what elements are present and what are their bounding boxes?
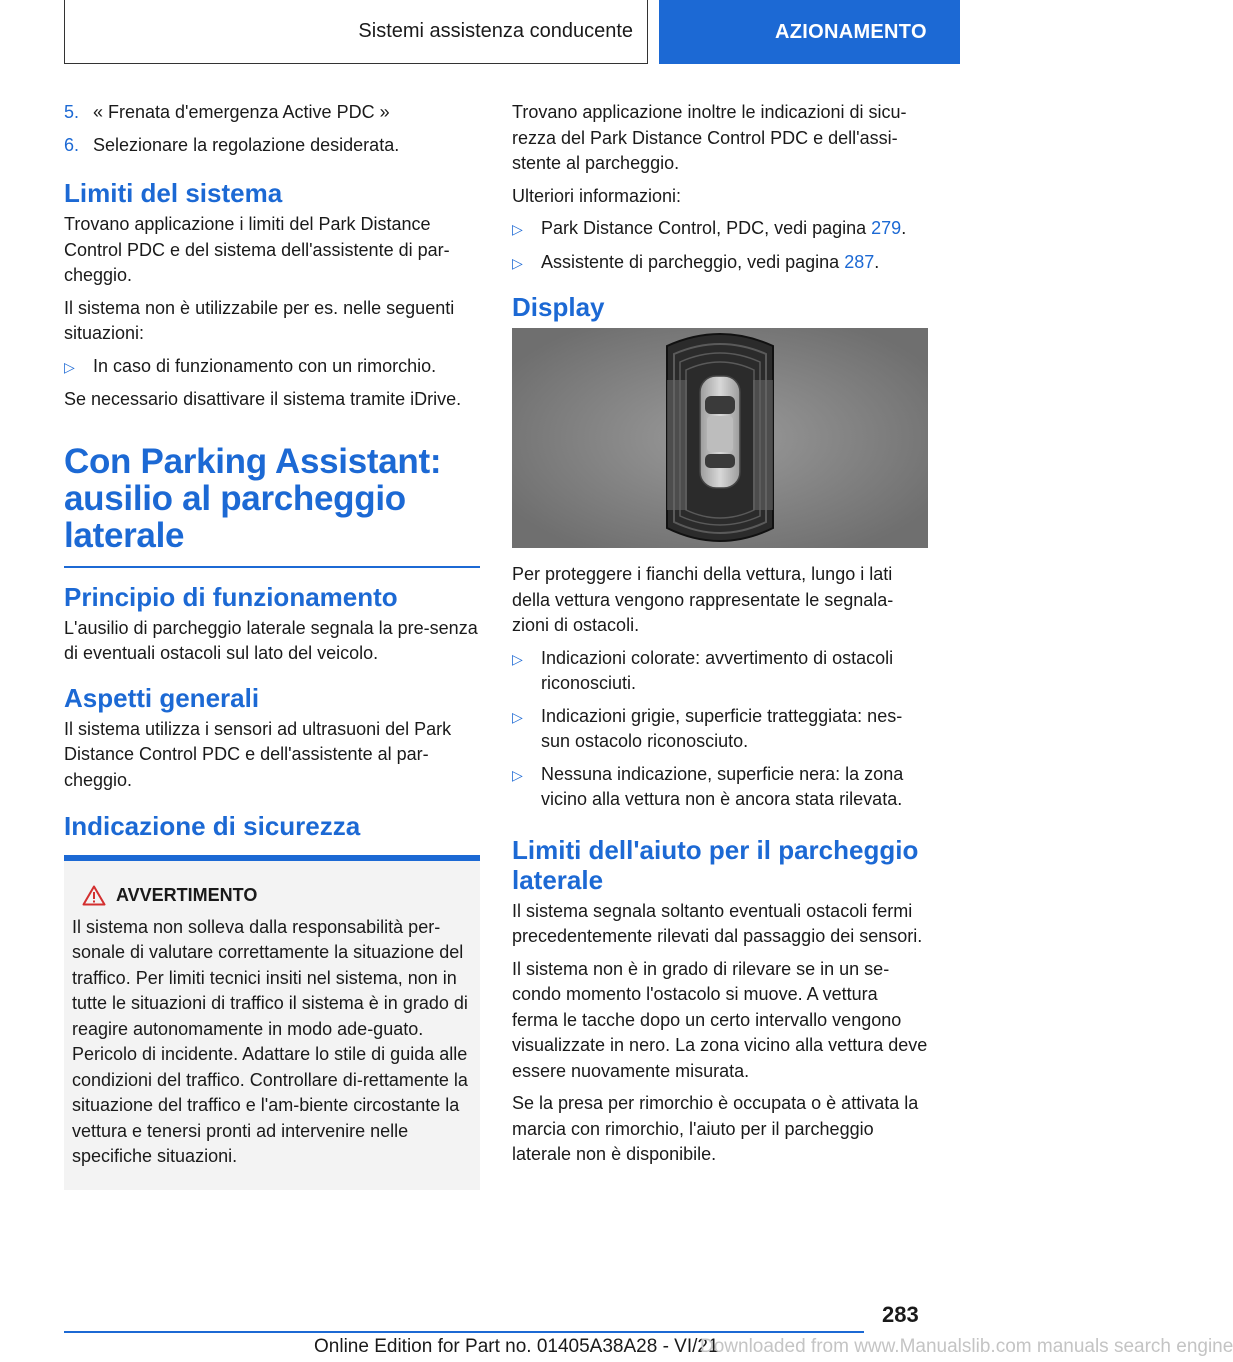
principle-paragraph: L'ausilio di parcheggio laterale segnala la pre-senza di eventuali ostacoli sul lato del veicolo.	[64, 617, 478, 663]
header-chapter-tab	[659, 0, 960, 64]
limits-paragraph: Se necessario disattivare il sistema tramite iDrive.	[64, 389, 462, 409]
general-heading: Aspetti generali	[64, 682, 260, 713]
display-paragraph: Per proteggere i fianchi della vettura, lungo i lati della vettura vengono rappresentate le segnala-zioni di ostacoli.	[512, 564, 894, 635]
parking-display-image	[512, 328, 928, 548]
warning-triangle-icon	[72, 885, 116, 906]
main-title-line: ausilio al parcheggio	[64, 478, 406, 518]
step-item	[64, 133, 480, 159]
triangle-right-icon: ▷	[512, 221, 523, 237]
display-heading: Display	[512, 292, 605, 322]
warning-box	[64, 855, 480, 1190]
footer-rule	[64, 1331, 864, 1333]
page-number: 283	[882, 1302, 919, 1327]
title-rule	[64, 566, 480, 568]
reference-label: Park Distance Control, PDC, vedi pagina	[541, 218, 872, 238]
main-title	[64, 443, 480, 554]
step-text: « Frenata d'emergenza Active PDC »	[93, 102, 390, 122]
triangle-right-icon: ▷	[512, 766, 523, 783]
warning-title: AVVERTIMENTO	[116, 885, 258, 905]
reference-text	[541, 216, 928, 243]
display-bullet	[512, 704, 928, 755]
watermark-text: Downloaded from www.Manualslib.com manuals search engine	[700, 1336, 1233, 1357]
limits-heading: Limiti del sistema	[64, 178, 283, 208]
triangle-right-icon: ▷	[512, 254, 523, 271]
aid-paragraph: Il sistema segnala soltanto eventuali ostacoli fermi precedentemente rilevati dal passaggio dei sensori.	[512, 900, 923, 946]
triangle-right-icon: ▷	[512, 650, 523, 667]
reference-label: Assistente di parcheggio, vedi pagina	[541, 251, 845, 272]
step-number: 5.	[64, 102, 80, 122]
bullet-text: In caso di funzionamento con un rimorchio.	[93, 355, 437, 376]
bullet-item	[64, 354, 480, 381]
aid-limits-heading: Limiti dell'aiuto per il parcheggio laterale	[512, 834, 919, 895]
display-bullet	[512, 762, 928, 813]
warning-text: Il sistema non solleva dalla responsabilità per-sonale di valutare correttamente la situazione del traffico. Per limiti tecnici insiti nel sistema, non in tutte le situazioni di traffico il sistema è in grado di reagire autonomamente in modo ade-guato. Pericolo di incidente. Adattare lo stile di guida alle condizioni del traffico. Controllare di-rettamente la situazione del traffico e l'am-biente circostante la vettura e tenersi pronti ad intervenire nelle specifiche situazioni.	[72, 916, 468, 1166]
edition-text: Online Edition for Part no. 01405A38A28 - VI/21	[314, 1336, 719, 1357]
aid-paragraph: Il sistema non è in grado di rilevare se in un se-condo momento l'ostacolo si muove. A vettura ferma le tacche dopo un certo intervallo vengono visualizzate in nero. La zona vicino alla vettura deve essere nuovamente misurata.	[512, 958, 928, 1081]
reference-item	[512, 216, 928, 243]
bullet-text: Nessuna indicazione, superficie nera: la zona vicino alla vettura non è ancora stata rilevata.	[541, 763, 904, 809]
limits-paragraph: Trovano applicazione i limiti del Park Distance Control PDC e del sistema dell'assistente di par-cheggio.	[64, 214, 450, 285]
more-info-label: Ulteriori informazioni:	[512, 185, 682, 206]
main-title-line: laterale	[64, 515, 185, 555]
step-number: 6.	[64, 134, 80, 155]
page-link[interactable]: 287	[844, 251, 875, 272]
triangle-right-icon: ▷	[64, 358, 75, 375]
left-column	[64, 100, 480, 1190]
bullet-text: Indicazioni colorate: avvertimento di ostacoli riconosciuti.	[541, 647, 894, 693]
general-paragraph: Il sistema utilizza i sensori ad ultrasuoni del Park Distance Control PDC e dell'assistente al par-cheggio.	[64, 718, 452, 790]
reference-end: .	[901, 218, 907, 238]
limits-paragraph: Il sistema non è utilizzabile per es. nelle seguenti situazioni:	[64, 297, 455, 343]
warning-header	[72, 883, 472, 909]
triangle-right-icon: ▷	[512, 708, 523, 725]
step-text: Selezionare la regolazione desiderata.	[93, 134, 400, 155]
bullet-text: Indicazioni grigie, superficie tratteggiata: nes-sun ostacolo riconosciuto.	[541, 705, 903, 751]
aid-paragraph: Se la presa per rimorchio è occupata o è attivata la marcia con rimorchio, l'aiuto per il parcheggio laterale non è disponibile.	[512, 1093, 919, 1164]
principle-heading: Principio di funzionamento	[64, 581, 398, 612]
safety-heading: Indicazione di sicurezza	[64, 811, 361, 841]
display-bullet	[512, 646, 928, 697]
page-link[interactable]: 279	[871, 218, 902, 238]
header-section-title	[64, 0, 648, 64]
reference-item	[512, 250, 928, 277]
right-column	[512, 100, 928, 1175]
intro-paragraph: Trovano applicazione inoltre le indicazioni di sicu-rezza del Park Distance Control PDC e dell'assi-stente al parcheggio.	[512, 102, 907, 173]
reference-text	[541, 250, 928, 277]
chapter-label: AZIONAMENTO	[775, 20, 927, 43]
reference-end: .	[874, 251, 880, 272]
section-label: Sistemi assistenza conducente	[358, 20, 633, 42]
main-title-line: Con Parking Assistant:	[64, 441, 442, 481]
step-item	[64, 100, 480, 126]
